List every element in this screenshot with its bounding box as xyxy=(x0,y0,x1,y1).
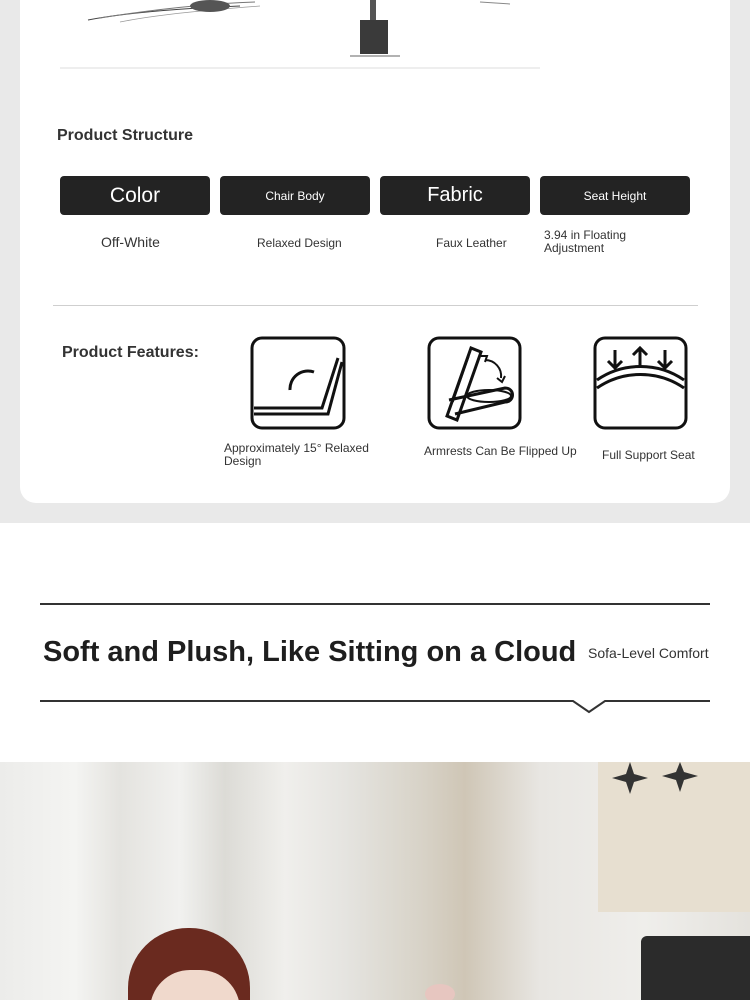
feature-caption-seat: Full Support Seat xyxy=(602,448,695,462)
seat-height-value: 3.94 in Floating Adjustment xyxy=(544,228,627,255)
flower xyxy=(425,984,455,1000)
armrest-flip-icon xyxy=(427,336,522,430)
seat-support-icon xyxy=(593,336,688,430)
feature-caption-recline: Approximately 15° Relaxed Design xyxy=(224,441,369,468)
color-value: Off-White xyxy=(101,234,160,250)
product-features-title: Product Features: xyxy=(62,344,199,361)
lifestyle-photo xyxy=(0,762,750,1000)
fabric-value: Faux Leather xyxy=(436,236,507,250)
color-label-pill: Color xyxy=(60,176,210,215)
chair-base-sketch xyxy=(40,0,560,75)
banner-headline: Soft and Plush, Like Sitting on a Cloud xyxy=(43,636,577,668)
product-structure-title: Product Structure xyxy=(57,127,194,144)
fabric-label-pill: Fabric xyxy=(380,176,530,215)
star-decoration-icon xyxy=(610,762,705,796)
banner-subtitle: Sofa-Level Comfort xyxy=(588,645,709,661)
feature-caption-armrest: Armrests Can Be Flipped Up xyxy=(424,444,577,458)
seat-height-label-pill: Seat Height xyxy=(540,176,690,215)
banner-bottom-rule xyxy=(40,692,710,716)
chair-body-label-pill: Chair Body xyxy=(220,176,370,215)
recline-icon xyxy=(250,336,346,430)
chair-body-value: Relaxed Design xyxy=(257,236,342,250)
banner-top-rule xyxy=(40,603,710,605)
section-divider xyxy=(53,305,698,306)
monitor xyxy=(641,936,750,1000)
